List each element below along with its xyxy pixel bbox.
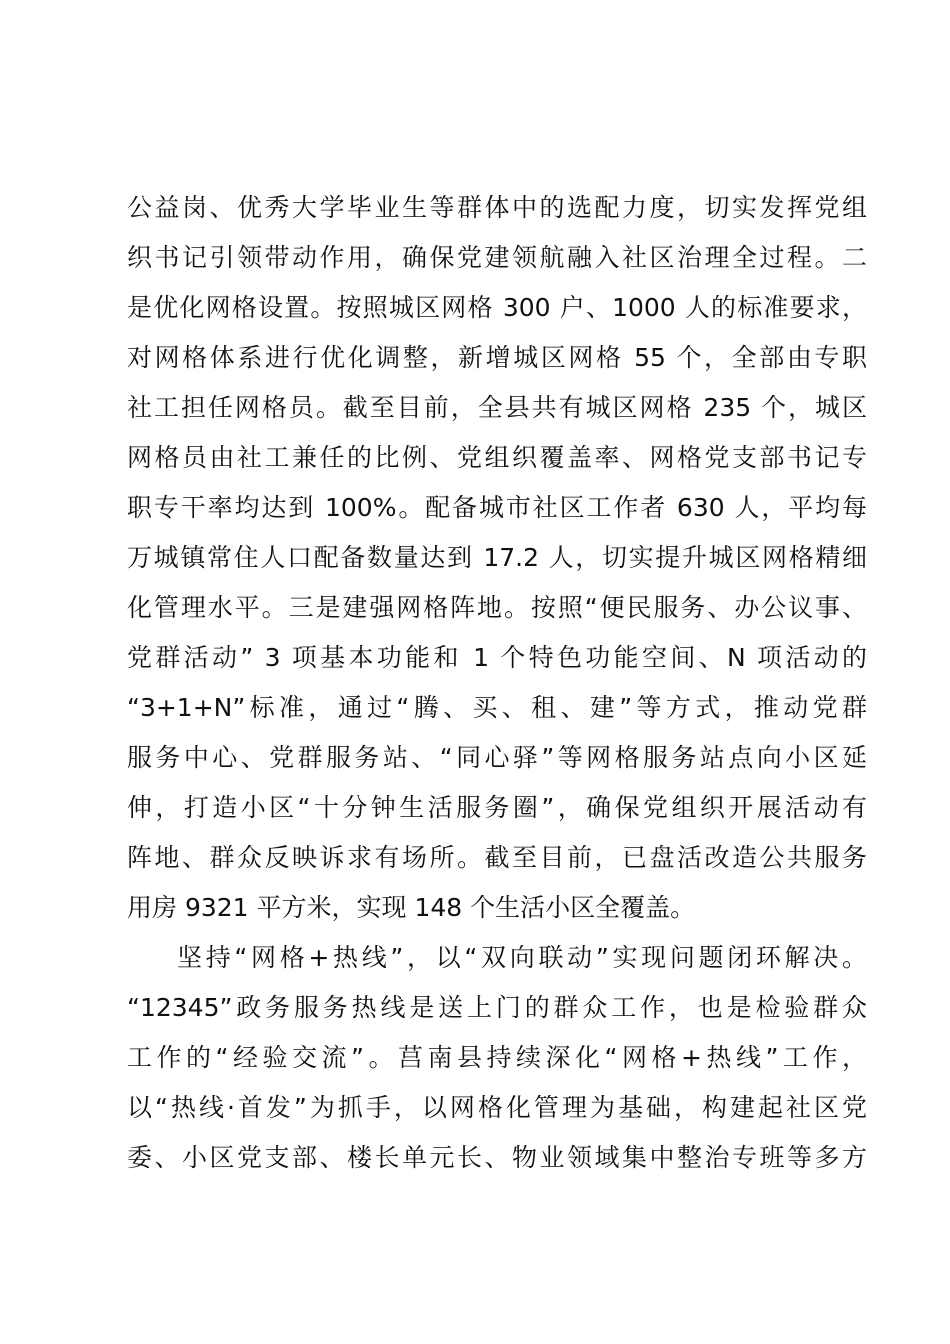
text-line: 党群活动” 3 项基本功能和 1 个特色功能空间、N 项活动的 (127, 643, 867, 672)
text-line: 万城镇常住人口配备数量达到 17.2 人，切实提升城区网格精细 (127, 543, 867, 572)
text-line: 服务中心、党群服务站、“同心驿”等网格服务站点向小区延 (127, 743, 867, 772)
text-line: 对网格体系进行优化调整，新增城区网格 55 个，全部由专职 (127, 343, 867, 372)
text-line: 工作的“经验交流”。莒南县持续深化“网格+热线”工作， (127, 1043, 867, 1072)
text-line: 以“热线·首发”为抓手，以网格化管理为基础，构建起社区党 (127, 1093, 867, 1122)
text-line: 公益岗、优秀大学毕业生等群体中的选配力度，切实发挥党组 (127, 193, 867, 222)
text-line: 伸，打造小区“十分钟生活服务圈”，确保党组织开展活动有 (127, 793, 867, 822)
text-line: 织书记引领带动作用，确保党建领航融入社区治理全过程。二 (127, 243, 867, 272)
text-line: 社工担任网格员。截至目前，全县共有城区网格 235 个，城区 (127, 393, 867, 422)
text-line: 化管理水平。三是建强网格阵地。按照“便民服务、办公议事、 (127, 593, 867, 622)
paragraph-heading-line: 坚持“网格+热线”，以“双向联动”实现问题闭环解决。 (177, 943, 867, 972)
text-line: “12345”政务服务热线是送上门的群众工作，也是检验群众 (127, 993, 867, 1022)
text-line: “3+1+N”标准，通过“腾、买、租、建”等方式，推动党群 (127, 693, 867, 722)
text-line: 阵地、群众反映诉求有场所。截至目前，已盘活改造公共服务 (127, 843, 867, 872)
text-line: 是优化网格设置。按照城区网格 300 户、1000 人的标准要求， (127, 293, 867, 322)
text-line: 职专干率均达到 100%。配备城市社区工作者 630 人，平均每 (127, 493, 867, 522)
paragraph-last-line: 用房 9321 平方米，实现 148 个生活小区全覆盖。 (127, 893, 696, 922)
body-text (127, 183, 867, 1183)
text-line: 网格员由社工兼任的比例、党组织覆盖率、网格党支部书记专 (127, 443, 867, 472)
text-line: 委、小区党支部、楼长单元长、物业领域集中整治专班等多方 (127, 1143, 867, 1172)
